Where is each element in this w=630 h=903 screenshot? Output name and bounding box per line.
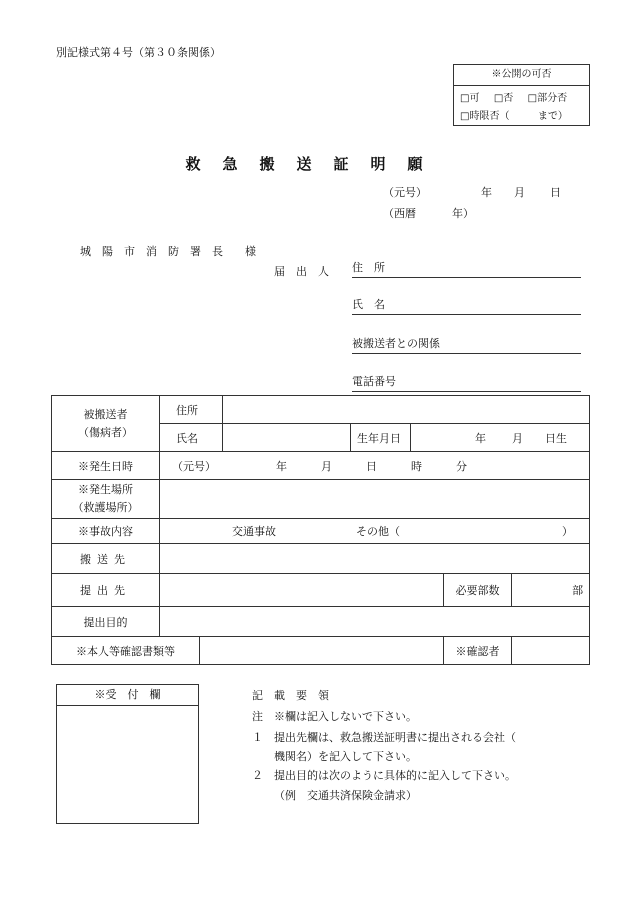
purpose-input[interactable] xyxy=(160,607,590,637)
submit-to-label: 提出先 xyxy=(52,574,160,607)
option-timed-checkbox[interactable]: □時限否（ xyxy=(460,111,510,122)
occurrence-time-label: ※発生日時 xyxy=(52,452,160,480)
patient-label xyxy=(52,396,160,452)
accident-label: ※事故内容 xyxy=(52,519,160,544)
place-input[interactable] xyxy=(160,480,590,519)
occ-year: 年 xyxy=(276,459,287,473)
place-label xyxy=(52,480,160,519)
note-1a: １ 提出先欄は、救急搬送証明書に提出される会社（ xyxy=(252,731,516,744)
date-year: 年 xyxy=(481,186,492,199)
applicant-relation-field[interactable]: 被搬送者との関係 xyxy=(352,337,581,354)
accident-input[interactable] xyxy=(160,519,590,544)
date-western-year: 年） xyxy=(452,207,474,220)
submit-to-input[interactable] xyxy=(160,574,444,607)
option-timed-until: まで） xyxy=(537,111,568,122)
note-1b: 機関名）を記入して下さい。 xyxy=(274,750,417,763)
destination-label: 搬送先 xyxy=(52,544,160,574)
addressee: 城 陽 市 消 防 署 長 様 xyxy=(80,245,256,258)
option-no-checkbox[interactable]: □否 xyxy=(493,93,514,104)
disclosure-header: ※公開の可否 xyxy=(454,65,589,86)
patient-name-label: 氏名 xyxy=(160,424,223,452)
patient-label-line2: （傷病者） xyxy=(78,425,133,439)
place-label-line2: （救護場所） xyxy=(72,501,139,514)
place-label-line1: ※発生場所 xyxy=(78,483,133,496)
copies-input[interactable] xyxy=(512,574,590,607)
birth-month: 月 xyxy=(512,431,523,445)
copies-label: 必要部数 xyxy=(444,574,512,607)
note-2a: ２ 提出目的は次のように具体的に記入して下さい。 xyxy=(252,769,516,782)
patient-name-input[interactable] xyxy=(223,424,351,452)
occ-minute: 分 xyxy=(456,459,467,473)
occ-month: 月 xyxy=(321,459,332,473)
patient-address-label: 住所 xyxy=(160,396,223,424)
option-partial-checkbox[interactable]: □部分否 xyxy=(527,93,568,104)
birth-day: 日生 xyxy=(545,431,567,445)
purpose-label: 提出目的 xyxy=(52,607,160,637)
birthdate-input[interactable] xyxy=(411,424,590,452)
main-form-table xyxy=(51,395,590,665)
note-2b: （例 交通共済保険金請求） xyxy=(274,789,417,802)
destination-input[interactable] xyxy=(160,544,590,574)
form-number: 別記様式第４号（第３０条関係） xyxy=(56,46,221,59)
birthdate-label: 生年月日 xyxy=(351,424,411,452)
traffic-accident-option[interactable]: 交通事故 xyxy=(232,525,276,538)
disclosure-box xyxy=(453,64,590,126)
option-ok-checkbox[interactable]: □可 xyxy=(460,93,480,104)
other-close: ） xyxy=(562,525,573,538)
id-docs-input[interactable] xyxy=(200,637,444,665)
applicant-address-field[interactable]: 住 所 xyxy=(352,261,581,278)
occ-hour: 時 xyxy=(411,459,422,473)
note-0: 注 ※欄は記入しないで下さい。 xyxy=(252,710,417,723)
date-month: 月 xyxy=(514,186,525,199)
applicant-label: 届 出 人 xyxy=(274,265,329,278)
applicant-phone-field[interactable]: 電話番号 xyxy=(352,375,581,392)
confirmer-label: ※確認者 xyxy=(444,637,512,665)
occ-day: 日 xyxy=(366,459,377,473)
date-western-label: （西暦 xyxy=(383,207,416,220)
birth-year: 年 xyxy=(475,431,486,445)
other-option[interactable]: その他（ xyxy=(356,525,400,538)
occurrence-time-input[interactable] xyxy=(160,452,590,480)
patient-address-input[interactable] xyxy=(223,396,590,424)
occ-era: （元号） xyxy=(172,459,216,473)
patient-label-line1: 被搬送者 xyxy=(83,407,128,421)
copies-unit: 部 xyxy=(572,584,584,597)
date-day: 日 xyxy=(550,186,561,199)
form-title: 救急搬送証明願 xyxy=(185,155,445,173)
reception-box xyxy=(56,684,199,824)
confirmer-input[interactable] xyxy=(512,637,590,665)
date-era-label: （元号） xyxy=(383,186,427,199)
id-docs-label: ※本人等確認書類等 xyxy=(52,637,200,665)
reception-header: ※受 付 欄 xyxy=(57,685,198,706)
applicant-name-field[interactable]: 氏 名 xyxy=(352,298,581,315)
notes-heading: 記 載 要 領 xyxy=(252,689,329,702)
